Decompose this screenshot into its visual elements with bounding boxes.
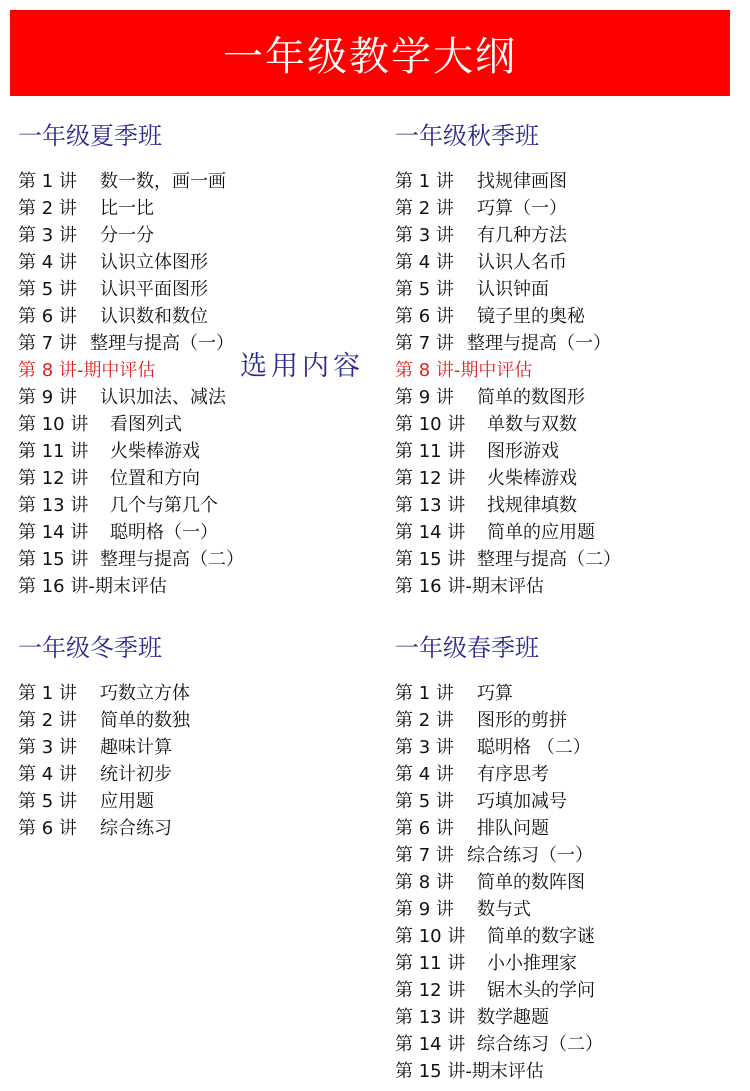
lesson-number: 第 10 讲 [18,414,89,435]
lesson-item [18,465,244,492]
lesson-title: 整理与提高（一） [90,333,234,354]
lesson-number: 第 14 讲 [395,522,466,543]
title-banner [10,10,730,96]
lesson-title: 火柴棒游戏 [110,441,200,462]
lesson-number: 第 13 讲 [395,495,466,516]
lesson-item [18,195,244,222]
selected-content-label: 选用内容 [240,351,364,382]
lesson-number: 第 4 讲 [395,252,454,273]
lesson-title: 整理与提高（二） [477,549,621,570]
lesson-number: 第 7 讲 [395,845,454,866]
lesson-number: 第 8 讲 [395,872,454,893]
lesson-item [395,923,603,950]
lesson-title: 数与式 [477,899,531,920]
lesson-title: 统计初步 [100,764,172,785]
lesson-list [395,168,621,600]
lesson-item [395,330,621,357]
lesson-number: 第 10 讲 [395,414,466,435]
lesson-number: 第 10 讲 [395,926,466,947]
lesson-number: 第 5 讲 [395,791,454,812]
lesson-number: 第 13 讲 [395,1007,466,1028]
lesson-title: 简单的应用题 [487,522,595,543]
lesson-number: 第 3 讲 [395,225,454,246]
lesson-number: 第 11 讲 [18,441,89,462]
lesson-item [18,222,244,249]
lesson-number: 第 15 讲 [395,549,466,570]
lesson-number: 第 9 讲 [18,387,77,408]
lesson-number: 第 12 讲 [395,980,466,1001]
lesson-list [395,680,603,1085]
lesson-number: 第 6 讲 [18,818,77,839]
lesson-item [18,411,244,438]
lesson-item [395,680,603,707]
lesson-item [395,573,621,600]
lesson-number: 第 3 讲 [18,737,77,758]
lesson-title: 找规律画图 [477,171,567,192]
lesson-item [395,492,621,519]
lesson-title: -期末评估 [465,1061,544,1082]
lesson-title: 整理与提高（二） [100,549,244,570]
lesson-number: 第 16 讲 [18,576,89,597]
lesson-item [18,519,244,546]
lesson-title: 有序思考 [477,764,549,785]
lesson-number: 第 8 讲 [395,360,454,381]
lesson-item [395,869,603,896]
lesson-title: 找规律填数 [487,495,577,516]
lesson-title: 分一分 [100,225,154,246]
lesson-item [18,249,244,276]
lesson-item [395,384,621,411]
lesson-title: 图形的剪拼 [477,710,567,731]
lesson-item [18,384,244,411]
lesson-number: 第 2 讲 [18,198,77,219]
lesson-title: 巧数立方体 [100,683,190,704]
lesson-item [18,734,190,761]
lesson-number: 第 9 讲 [395,899,454,920]
lesson-item [395,546,621,573]
lesson-item [18,492,244,519]
lesson-number: 第 7 讲 [395,333,454,354]
lesson-title: 认识加法、减法 [100,387,226,408]
lesson-item-highlighted [395,357,621,384]
lesson-item [395,465,621,492]
section-title: 一年级春季班 [395,634,539,662]
lesson-number: 第 5 讲 [395,279,454,300]
lesson-number: 第 5 讲 [18,279,77,300]
lesson-item [395,303,621,330]
lesson-title: 排队问题 [477,818,549,839]
lesson-item [395,734,603,761]
lesson-title: 综合练习 [100,818,172,839]
lesson-number: 第 15 讲 [395,1061,466,1082]
section-title: 一年级秋季班 [395,122,539,150]
lesson-number: 第 13 讲 [18,495,89,516]
lesson-title: 单数与双数 [487,414,577,435]
section-title: 一年级冬季班 [18,634,162,662]
lesson-item [395,761,603,788]
lesson-title: -期中评估 [453,360,533,381]
lesson-number: 第 5 讲 [18,791,77,812]
lesson-item [395,195,621,222]
lesson-title: 小小推理家 [487,953,577,974]
lesson-item [18,438,244,465]
lesson-title: -期末评估 [88,576,167,597]
section-title: 一年级夏季班 [18,122,162,150]
lesson-item [395,168,621,195]
lesson-number: 第 6 讲 [18,306,77,327]
lesson-item [395,842,603,869]
lesson-title: 认识立体图形 [100,252,208,273]
lesson-number: 第 4 讲 [18,764,77,785]
lesson-item [395,1058,603,1085]
lesson-number: 第 2 讲 [395,198,454,219]
lesson-item [395,707,603,734]
lesson-item [18,788,190,815]
lesson-item [18,573,244,600]
lesson-title: -期中评估 [76,360,156,381]
lesson-number: 第 8 讲 [18,360,77,381]
lesson-title: 认识钟面 [477,279,549,300]
lesson-number: 第 11 讲 [395,441,466,462]
lesson-title: 聪明格（一） [110,522,218,543]
lesson-number: 第 12 讲 [18,468,89,489]
lesson-title: 几个与第几个 [110,495,218,516]
lesson-title: 综合练习（二） [477,1034,603,1055]
lesson-item [395,1004,603,1031]
section-spring [395,633,740,1083]
lesson-number: 第 12 讲 [395,468,466,489]
lesson-title: 趣味计算 [100,737,172,758]
lesson-title: 巧算 [477,683,513,704]
lesson-item [18,168,244,195]
lesson-title: 简单的数图形 [477,387,585,408]
lesson-number: 第 7 讲 [18,333,77,354]
lesson-item [18,815,190,842]
lesson-item [395,977,603,1004]
lesson-title: 位置和方向 [110,468,200,489]
lesson-item [395,1031,603,1058]
lesson-number: 第 3 讲 [395,737,454,758]
lesson-number: 第 6 讲 [395,306,454,327]
lesson-title: 简单的数阵图 [477,872,585,893]
lesson-title: 认识数和数位 [100,306,208,327]
lesson-title: 聪明格 （二） [477,737,591,758]
lesson-number: 第 1 讲 [395,683,454,704]
lesson-title: 应用题 [100,791,154,812]
lesson-title: 看图列式 [110,414,182,435]
lesson-item [18,276,244,303]
lesson-title: -期末评估 [465,576,544,597]
lesson-item [18,330,244,357]
lesson-number: 第 9 讲 [395,387,454,408]
lesson-number: 第 4 讲 [18,252,77,273]
lesson-item [395,249,621,276]
lesson-item [395,788,603,815]
lesson-number: 第 2 讲 [395,710,454,731]
lesson-item [395,276,621,303]
lesson-item [18,303,244,330]
lesson-item [395,519,621,546]
lesson-title: 认识人名币 [477,252,567,273]
lesson-number: 第 1 讲 [18,171,77,192]
lesson-title: 整理与提高（一） [467,333,611,354]
lesson-number: 第 1 讲 [18,683,77,704]
lesson-item-highlighted [18,357,244,384]
lesson-item [395,815,603,842]
lesson-number: 第 3 讲 [18,225,77,246]
section-autumn [395,121,740,601]
lesson-number: 第 14 讲 [18,522,89,543]
page-title: 一年级教学大纲 [223,33,517,80]
lesson-title: 认识平面图形 [100,279,208,300]
lesson-number: 第 11 讲 [395,953,466,974]
lesson-number: 第 14 讲 [395,1034,466,1055]
lesson-item [395,950,603,977]
lesson-item [18,680,190,707]
lesson-title: 巧算（一） [477,198,567,219]
lesson-title: 比一比 [100,198,154,219]
lesson-item [18,707,190,734]
lesson-number: 第 1 讲 [395,171,454,192]
lesson-title: 数学趣题 [477,1007,549,1028]
lesson-title: 镜子里的奥秘 [477,306,585,327]
section-winter [18,633,378,853]
lesson-title: 图形游戏 [487,441,559,462]
lesson-title: 综合练习（一） [467,845,593,866]
lesson-title: 简单的数独 [100,710,190,731]
lesson-number: 第 15 讲 [18,549,89,570]
lesson-item [395,438,621,465]
lesson-item [395,411,621,438]
lesson-title: 火柴棒游戏 [487,468,577,489]
lesson-title: 有几种方法 [477,225,567,246]
lesson-title: 数一数，画一画 [100,171,226,192]
lesson-number: 第 4 讲 [395,764,454,785]
lesson-title: 简单的数字谜 [487,926,595,947]
lesson-list [18,168,244,600]
lesson-item [395,896,603,923]
lesson-list [18,680,190,842]
lesson-number: 第 16 讲 [395,576,466,597]
lesson-title: 巧填加减号 [477,791,567,812]
lesson-item [395,222,621,249]
lesson-item [18,546,244,573]
lesson-item [18,761,190,788]
lesson-title: 锯木头的学问 [487,980,595,1001]
lesson-number: 第 6 讲 [395,818,454,839]
lesson-number: 第 2 讲 [18,710,77,731]
